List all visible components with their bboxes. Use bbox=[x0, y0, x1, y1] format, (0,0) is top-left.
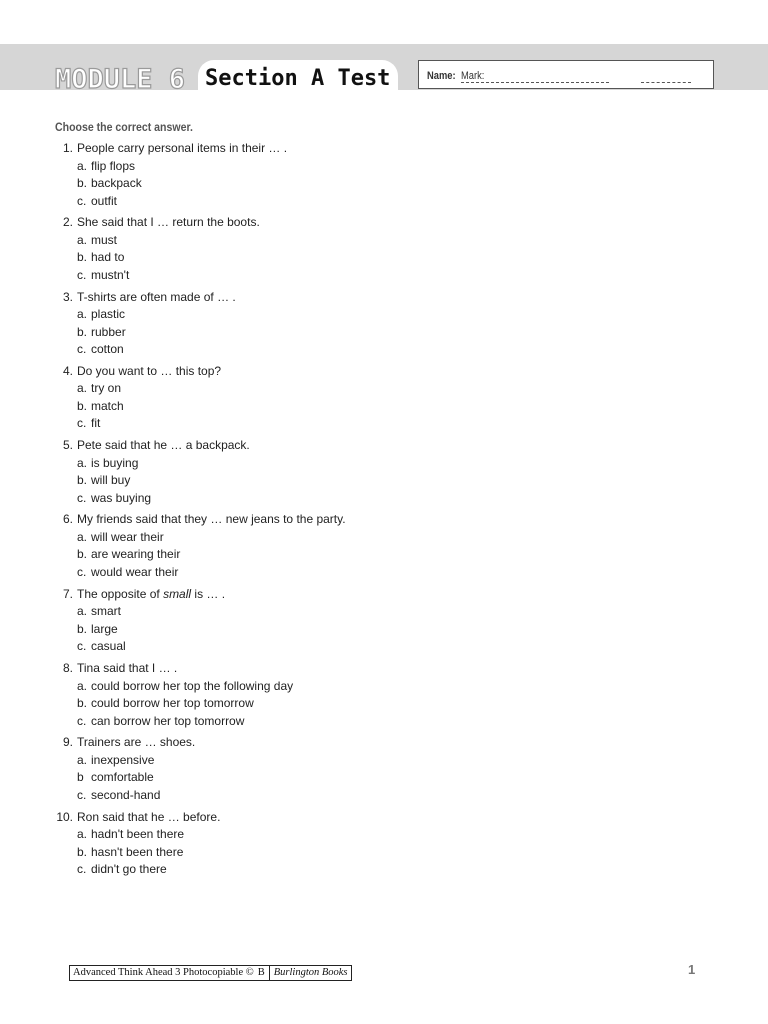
option-letter: a. bbox=[77, 604, 88, 619]
option-text: match bbox=[91, 398, 124, 413]
option-text: was buying bbox=[91, 490, 152, 505]
option-letter: c. bbox=[77, 787, 87, 802]
option-text: large bbox=[91, 621, 118, 636]
question-text: People carry personal items in their … . bbox=[77, 141, 288, 155]
option-letter: b. bbox=[77, 547, 88, 562]
option-letter: a. bbox=[77, 381, 88, 396]
option-b[interactable] bbox=[77, 398, 124, 415]
question-text: My friends said that they … new jeans to the party. bbox=[77, 512, 346, 527]
option-letter: a. bbox=[77, 678, 88, 693]
option-b[interactable] bbox=[77, 546, 180, 563]
question-9 bbox=[0, 734, 768, 808]
option-text: would wear their bbox=[91, 564, 179, 579]
option-c[interactable] bbox=[77, 341, 124, 358]
module-title: MODULE 6 bbox=[55, 64, 186, 95]
option-c[interactable] bbox=[77, 638, 126, 655]
publisher-name: Burlington Books bbox=[269, 966, 348, 980]
option-letter: a. bbox=[77, 827, 88, 842]
question-text-part: The opposite of bbox=[77, 586, 164, 601]
option-b[interactable] bbox=[77, 472, 130, 489]
question-4 bbox=[0, 363, 768, 437]
option-a[interactable] bbox=[77, 380, 121, 397]
question-text-part: is … . bbox=[191, 586, 226, 601]
option-letter: c. bbox=[77, 490, 87, 505]
option-text: didn't go there bbox=[91, 862, 167, 877]
name-answer-line[interactable] bbox=[461, 82, 609, 83]
option-c[interactable] bbox=[77, 713, 244, 730]
option-a[interactable] bbox=[77, 232, 117, 249]
option-a[interactable] bbox=[77, 826, 184, 843]
question-text bbox=[77, 586, 225, 603]
option-letter: a. bbox=[77, 232, 88, 247]
option-b[interactable] bbox=[77, 175, 142, 192]
question-text: Trainers are … shoes. bbox=[77, 735, 196, 750]
question-text: Ron said that he … before. bbox=[77, 809, 221, 824]
option-letter: b. bbox=[77, 473, 88, 488]
burlington-logo-icon: B bbox=[257, 967, 265, 978]
option-letter: a. bbox=[77, 529, 88, 544]
option-text: cotton bbox=[91, 342, 124, 357]
name-mark-box bbox=[418, 60, 714, 89]
question-number: 10. bbox=[56, 809, 73, 824]
name-label: Name: bbox=[427, 70, 456, 82]
option-text: casual bbox=[91, 639, 126, 654]
footer-copyright bbox=[69, 965, 352, 981]
option-a[interactable] bbox=[77, 678, 293, 695]
option-letter: c. bbox=[77, 267, 87, 282]
option-text: second-hand bbox=[91, 787, 161, 802]
question-number: 3. bbox=[62, 289, 73, 304]
option-c[interactable] bbox=[77, 267, 129, 284]
option-letter: b. bbox=[77, 621, 88, 636]
option-text: will wear their bbox=[91, 529, 164, 544]
page-number: 1 bbox=[688, 962, 696, 977]
question-5 bbox=[0, 437, 768, 511]
option-text: hasn't been there bbox=[91, 844, 184, 859]
instructions: Choose the correct answer. bbox=[55, 120, 193, 134]
question-text: Pete said that he … a backpack. bbox=[77, 438, 250, 453]
question-6 bbox=[0, 511, 768, 585]
question-text: Do you want to … this top? bbox=[77, 363, 222, 378]
option-text: outfit bbox=[91, 193, 118, 208]
question-list bbox=[0, 140, 768, 883]
option-letter: c. bbox=[77, 862, 87, 877]
option-c[interactable] bbox=[77, 564, 178, 581]
question-number: 8. bbox=[62, 661, 73, 676]
option-text: could borrow her top the following day bbox=[91, 678, 294, 693]
option-letter: c. bbox=[77, 193, 87, 208]
question-8 bbox=[0, 660, 768, 734]
option-text: smart bbox=[91, 604, 121, 619]
question-7 bbox=[0, 586, 768, 660]
question-number: 4. bbox=[62, 363, 73, 378]
option-letter: a. bbox=[77, 455, 88, 470]
option-c[interactable] bbox=[77, 490, 151, 507]
option-text: fit bbox=[91, 416, 101, 431]
option-text: plastic bbox=[91, 307, 126, 322]
section-title: Section A Test bbox=[205, 66, 391, 91]
option-text: can borrow her top tomorrow bbox=[91, 713, 245, 728]
option-letter: a. bbox=[77, 158, 88, 173]
option-b[interactable] bbox=[77, 324, 126, 341]
option-a[interactable] bbox=[77, 529, 164, 546]
question-2 bbox=[0, 214, 768, 288]
question-10 bbox=[0, 809, 768, 883]
option-text: flip flops bbox=[91, 158, 136, 173]
option-letter: b. bbox=[77, 250, 88, 265]
option-letter: b. bbox=[77, 696, 88, 711]
option-letter: a. bbox=[77, 307, 88, 322]
question-number: 1. bbox=[62, 141, 73, 155]
mark-label: Mark: bbox=[461, 70, 485, 82]
footer-text: Advanced Think Ahead 3 Photocopiable © bbox=[73, 967, 254, 978]
option-text: must bbox=[91, 232, 118, 247]
option-b[interactable] bbox=[77, 621, 118, 638]
option-letter: a. bbox=[77, 752, 88, 767]
question-text: Tina said that I … . bbox=[77, 661, 178, 676]
question-text: T-shirts are often made of … . bbox=[77, 289, 236, 304]
option-letter: c. bbox=[77, 639, 87, 654]
option-c[interactable] bbox=[77, 861, 167, 878]
option-letter: c. bbox=[77, 713, 87, 728]
option-b[interactable] bbox=[77, 769, 154, 786]
option-letter: b bbox=[77, 770, 84, 785]
option-text: is buying bbox=[91, 455, 139, 470]
option-text: mustn't bbox=[91, 267, 130, 282]
option-letter: b. bbox=[77, 844, 88, 859]
option-a[interactable] bbox=[77, 306, 125, 323]
option-text: will buy bbox=[91, 473, 131, 488]
option-letter: c. bbox=[77, 564, 87, 579]
option-text: had to bbox=[91, 250, 125, 265]
option-b[interactable] bbox=[77, 695, 254, 712]
option-letter: b. bbox=[77, 176, 88, 190]
option-text: are wearing their bbox=[91, 547, 181, 562]
option-b[interactable] bbox=[77, 249, 124, 266]
question-text: She said that I … return the boots. bbox=[77, 215, 260, 230]
option-c[interactable] bbox=[77, 415, 100, 432]
option-c[interactable] bbox=[77, 787, 160, 804]
question-number: 5. bbox=[62, 438, 73, 453]
question-3 bbox=[0, 289, 768, 363]
option-a[interactable] bbox=[77, 158, 135, 175]
option-a[interactable] bbox=[77, 603, 121, 620]
question-number: 9. bbox=[62, 735, 73, 750]
option-text: inexpensive bbox=[91, 752, 155, 767]
option-text: hadn't been there bbox=[91, 827, 185, 842]
option-text: try on bbox=[91, 381, 122, 396]
option-a[interactable] bbox=[77, 752, 154, 769]
mark-answer-line[interactable] bbox=[641, 82, 691, 83]
option-text: comfortable bbox=[91, 770, 154, 785]
option-c[interactable] bbox=[77, 193, 117, 210]
option-letter: c. bbox=[77, 342, 87, 357]
question-number: 2. bbox=[62, 215, 73, 230]
option-text: rubber bbox=[91, 324, 126, 339]
option-letter: c. bbox=[77, 416, 87, 431]
option-text: could borrow her top tomorrow bbox=[91, 696, 254, 711]
question-number: 7. bbox=[62, 586, 73, 601]
option-letter: b. bbox=[77, 398, 88, 413]
option-letter: b. bbox=[77, 324, 88, 339]
option-text: backpack bbox=[91, 176, 142, 190]
question-1 bbox=[0, 140, 768, 214]
option-b[interactable] bbox=[77, 844, 183, 861]
question-text-italic: small bbox=[163, 586, 192, 601]
option-a[interactable] bbox=[77, 455, 138, 472]
question-number: 6. bbox=[62, 512, 73, 527]
